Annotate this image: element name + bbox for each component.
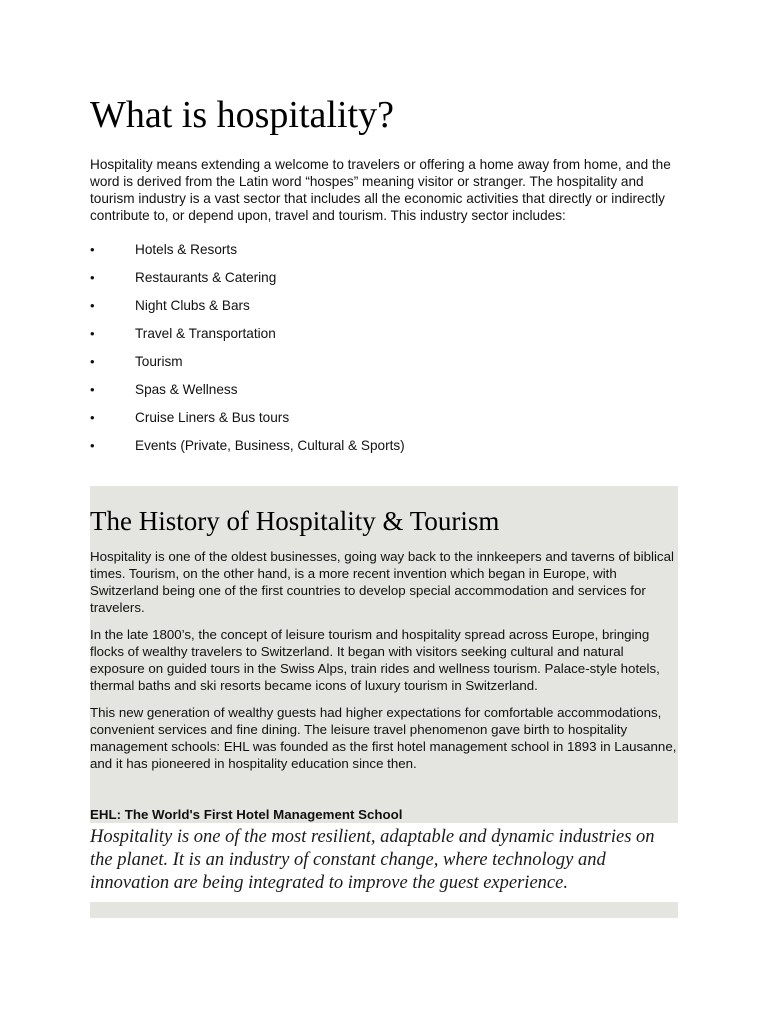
history-paragraph: Hospitality is one of the oldest businesses, going way back to the innkeepers and taverns of biblical times. Tourism, on the other hand, is a more recent invention which began in Europe, with Switzerland being one of the first countries to develop special accommodation and services for travelers. xyxy=(90,549,674,615)
pull-quote: Hospitality is one of the most resilient, adaptable and dynamic industries on the planet. It is an industry of constant change, where technology and innovation are being integrated to improve the guest experience. xyxy=(90,827,655,893)
list-item-label: Events (Private, Business, Cultural & Sports) xyxy=(135,438,405,453)
bullet-icon: • xyxy=(90,438,95,453)
list-item xyxy=(90,292,680,320)
list-item xyxy=(90,404,680,432)
bullet-icon: • xyxy=(90,298,95,313)
list-item-label: Travel & Transportation xyxy=(135,326,276,341)
bullet-icon: • xyxy=(90,354,95,369)
history-paragraph: In the late 1800’s, the concept of leisure tourism and hospitality spread across Europe, bringing flocks of wealthy travelers to Switzerland. It began with visitors seeking cultural and natural exposure on guided tours in the Swiss Alps, train rides and wellness tourism. Palace-style hotels, thermal baths and ski resorts became icons of luxury tourism in Switzerland. xyxy=(90,627,660,693)
list-item-label: Spas & Wellness xyxy=(135,382,238,397)
list-item xyxy=(90,432,680,460)
bullet-icon: • xyxy=(90,382,95,397)
list-item xyxy=(90,320,680,348)
shaded-divider xyxy=(90,902,678,918)
history-paragraph: This new generation of wealthy guests had higher expectations for comfortable accommodations, convenient services and fine dining. The leisure travel phenomenon gave birth to hospitality management schools: EHL was founded as the first hotel management school in 1893 in Lausanne, and it has pioneered in hospitality education since then. xyxy=(90,705,677,771)
bullet-icon: • xyxy=(90,410,95,425)
list-item xyxy=(90,348,680,376)
history-heading: The History of Hospitality & Tourism xyxy=(90,506,500,536)
list-item-label: Cruise Liners & Bus tours xyxy=(135,410,290,425)
list-item-label: Night Clubs & Bars xyxy=(135,298,250,313)
ehl-subheading: EHL: The World's First Hotel Management School xyxy=(90,807,403,822)
history-section xyxy=(90,486,678,823)
list-item xyxy=(90,264,680,292)
list-item-label: Restaurants & Catering xyxy=(135,270,277,285)
bullet-icon: • xyxy=(90,270,95,285)
industry-list xyxy=(90,236,680,460)
page-title: What is hospitality? xyxy=(90,94,394,136)
intro-paragraph: Hospitality means extending a welcome to travelers or offering a home away from home, and the word is derived from the Latin word “hospes” meaning visitor or stranger. The hospitality and tourism industry is a vast sector that includes all the economic activities that directly or indirectly contribute to, or depend upon, travel and tourism. This industry sector includes: xyxy=(90,157,671,223)
list-item-label: Tourism xyxy=(135,354,183,369)
list-item-label: Hotels & Resorts xyxy=(135,242,237,257)
list-item xyxy=(90,376,680,404)
list-item xyxy=(90,236,680,264)
intro-section xyxy=(90,92,680,460)
bullet-icon: • xyxy=(90,326,95,341)
bullet-icon: • xyxy=(90,242,95,257)
